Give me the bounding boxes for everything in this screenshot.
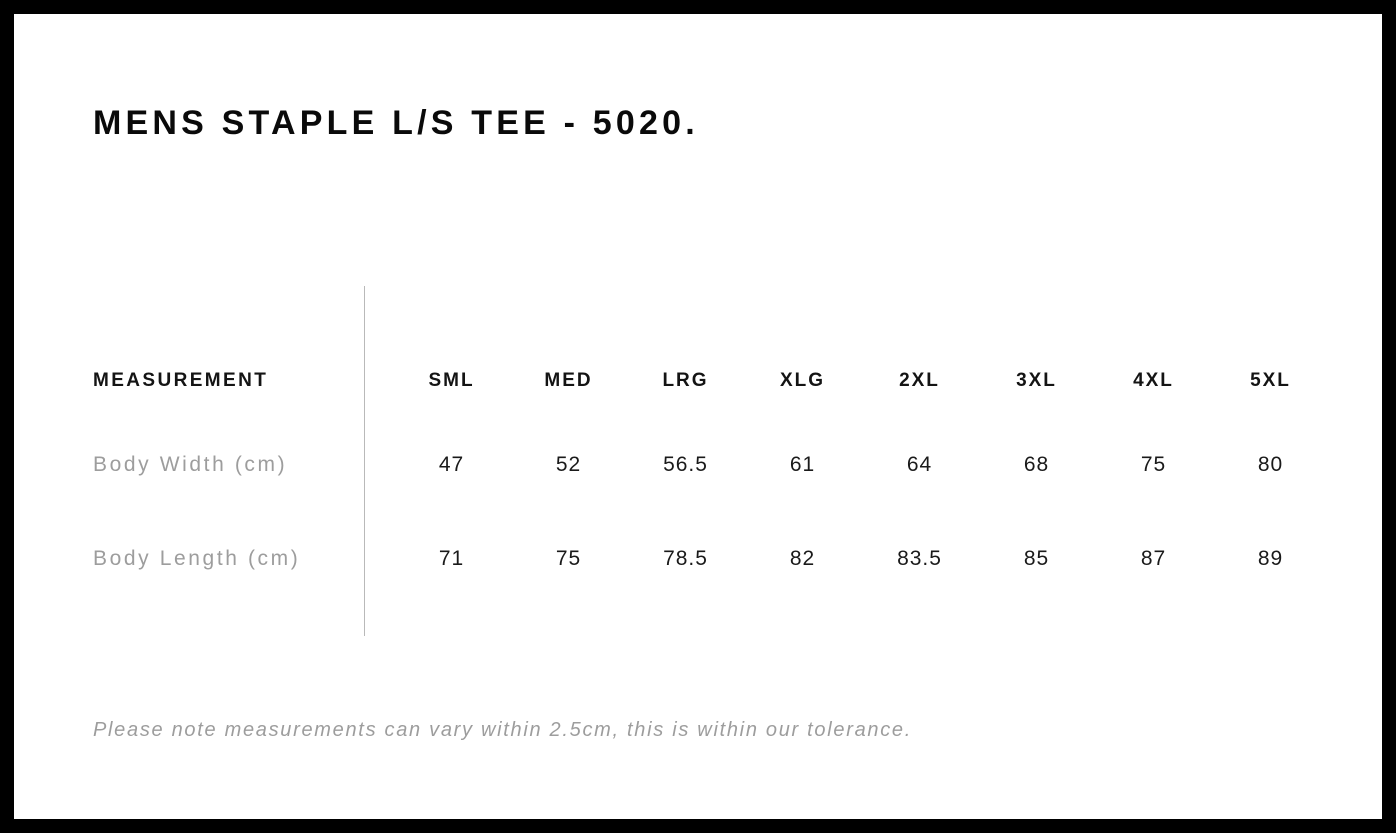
cell-body-length-4xl: 87 (1140, 547, 1167, 570)
cell-body-length-lrg: 78.5 (663, 547, 708, 570)
column-header-measurement: MEASUREMENT (93, 370, 269, 391)
column-header-4xl: 4XL (1133, 370, 1174, 391)
column-header-3xl: 3XL (1016, 370, 1057, 391)
row-label-body-width: Body Width (cm) (93, 453, 288, 476)
cell-body-length-5xl: 89 (1257, 547, 1284, 570)
cell-body-width-lrg: 56.5 (663, 453, 708, 476)
column-header-lrg: LRG (662, 370, 709, 391)
table-row (93, 418, 1329, 512)
column-header-med: MED (544, 370, 593, 391)
cell-body-length-med: 75 (555, 547, 582, 570)
cell-body-length-sml: 71 (438, 547, 465, 570)
cell-body-width-2xl: 64 (906, 453, 933, 476)
cell-body-length-xlg: 82 (789, 547, 816, 570)
column-header-xlg: XLG (779, 370, 826, 391)
cell-body-width-med: 52 (555, 453, 582, 476)
row-label-body-length: Body Length (cm) (93, 547, 301, 570)
column-header-sml: SML (428, 370, 475, 391)
table-row (93, 512, 1329, 606)
cell-body-width-3xl: 68 (1023, 453, 1050, 476)
cell-body-width-5xl: 80 (1257, 453, 1284, 476)
size-chart-table (93, 344, 1329, 606)
page-title: MENS STAPLE L/S TEE - 5020. (93, 104, 699, 142)
tolerance-note: Please note measurements can vary within 2.5cm, this is within our tolerance. (93, 719, 912, 741)
size-chart-card (14, 14, 1382, 819)
cell-body-length-3xl: 85 (1023, 547, 1050, 570)
cell-body-width-4xl: 75 (1140, 453, 1167, 476)
cell-body-length-2xl: 83.5 (897, 547, 942, 570)
column-header-5xl: 5XL (1250, 370, 1291, 391)
table-header-row (93, 344, 1329, 418)
cell-body-width-sml: 47 (438, 453, 465, 476)
cell-body-width-xlg: 61 (789, 453, 816, 476)
column-header-2xl: 2XL (899, 370, 940, 391)
